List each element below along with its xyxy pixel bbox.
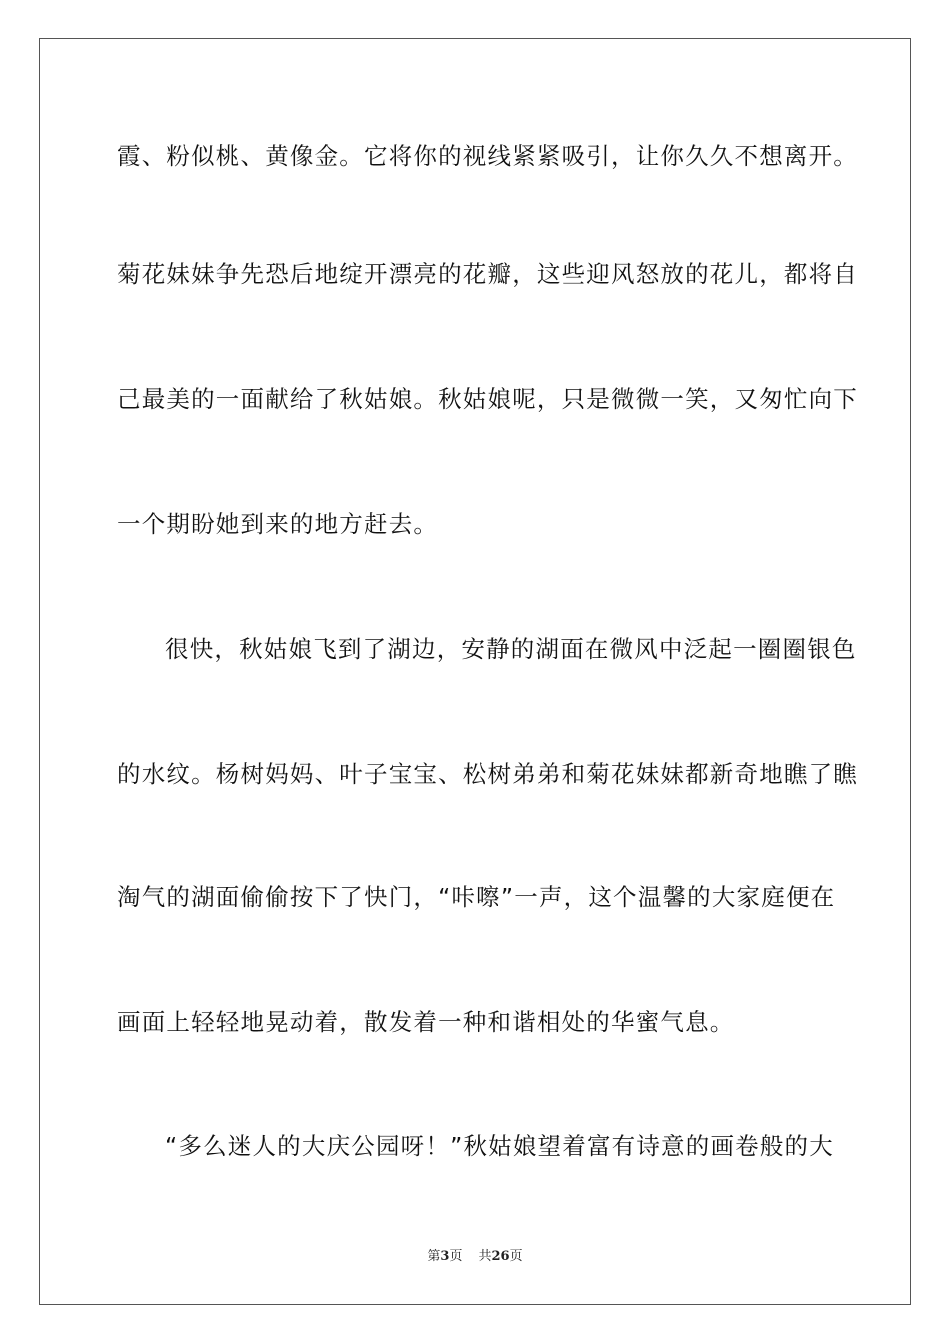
paragraph-line: “多么迷人的大庆公园呀！”秋姑娘望着富有诗意的画卷般的大 (165, 1132, 834, 1160)
paragraph-line: 画面上轻轻地晃动着，散发着一种和谐相处的华蜜气息。 (117, 1008, 735, 1036)
page-number: 3 (440, 1249, 450, 1264)
total-pages: 26 (491, 1249, 510, 1264)
paragraph-line: 淘气的湖面偷偷按下了快门，“咔嚓”一声，这个温馨的大家庭便在 (117, 883, 836, 911)
paragraph-line: 菊花妹妹争先恐后地绽开漂亮的花瓣，这些迎风怒放的花儿，都将自 (117, 260, 858, 288)
paragraph-line: 很快，秋姑娘飞到了湖边，安静的湖面在微风中泛起一圈圈银色 (165, 635, 857, 663)
page-prefix: 第 (427, 1249, 441, 1264)
page-frame (39, 38, 911, 1305)
paragraph-line: 的水纹。杨树妈妈、叶子宝宝、松树弟弟和菊花妹妹都新奇地瞧了瞧 (117, 760, 858, 788)
total-suffix: 页 (509, 1249, 523, 1264)
page-suffix: 页 (449, 1249, 463, 1264)
total-prefix: 共 (478, 1249, 492, 1264)
paragraph-line: 己最美的一面献给了秋姑娘。秋姑娘呢，只是微微一笑，又匆忙向下 (117, 385, 858, 413)
page-footer (0, 1248, 950, 1266)
paragraph-line: 一个期盼她到来的地方赶去。 (117, 510, 439, 538)
paragraph-line: 霞、粉似桃、黄像金。它将你的视线紧紧吸引，让你久久不想离开。 (117, 142, 858, 170)
